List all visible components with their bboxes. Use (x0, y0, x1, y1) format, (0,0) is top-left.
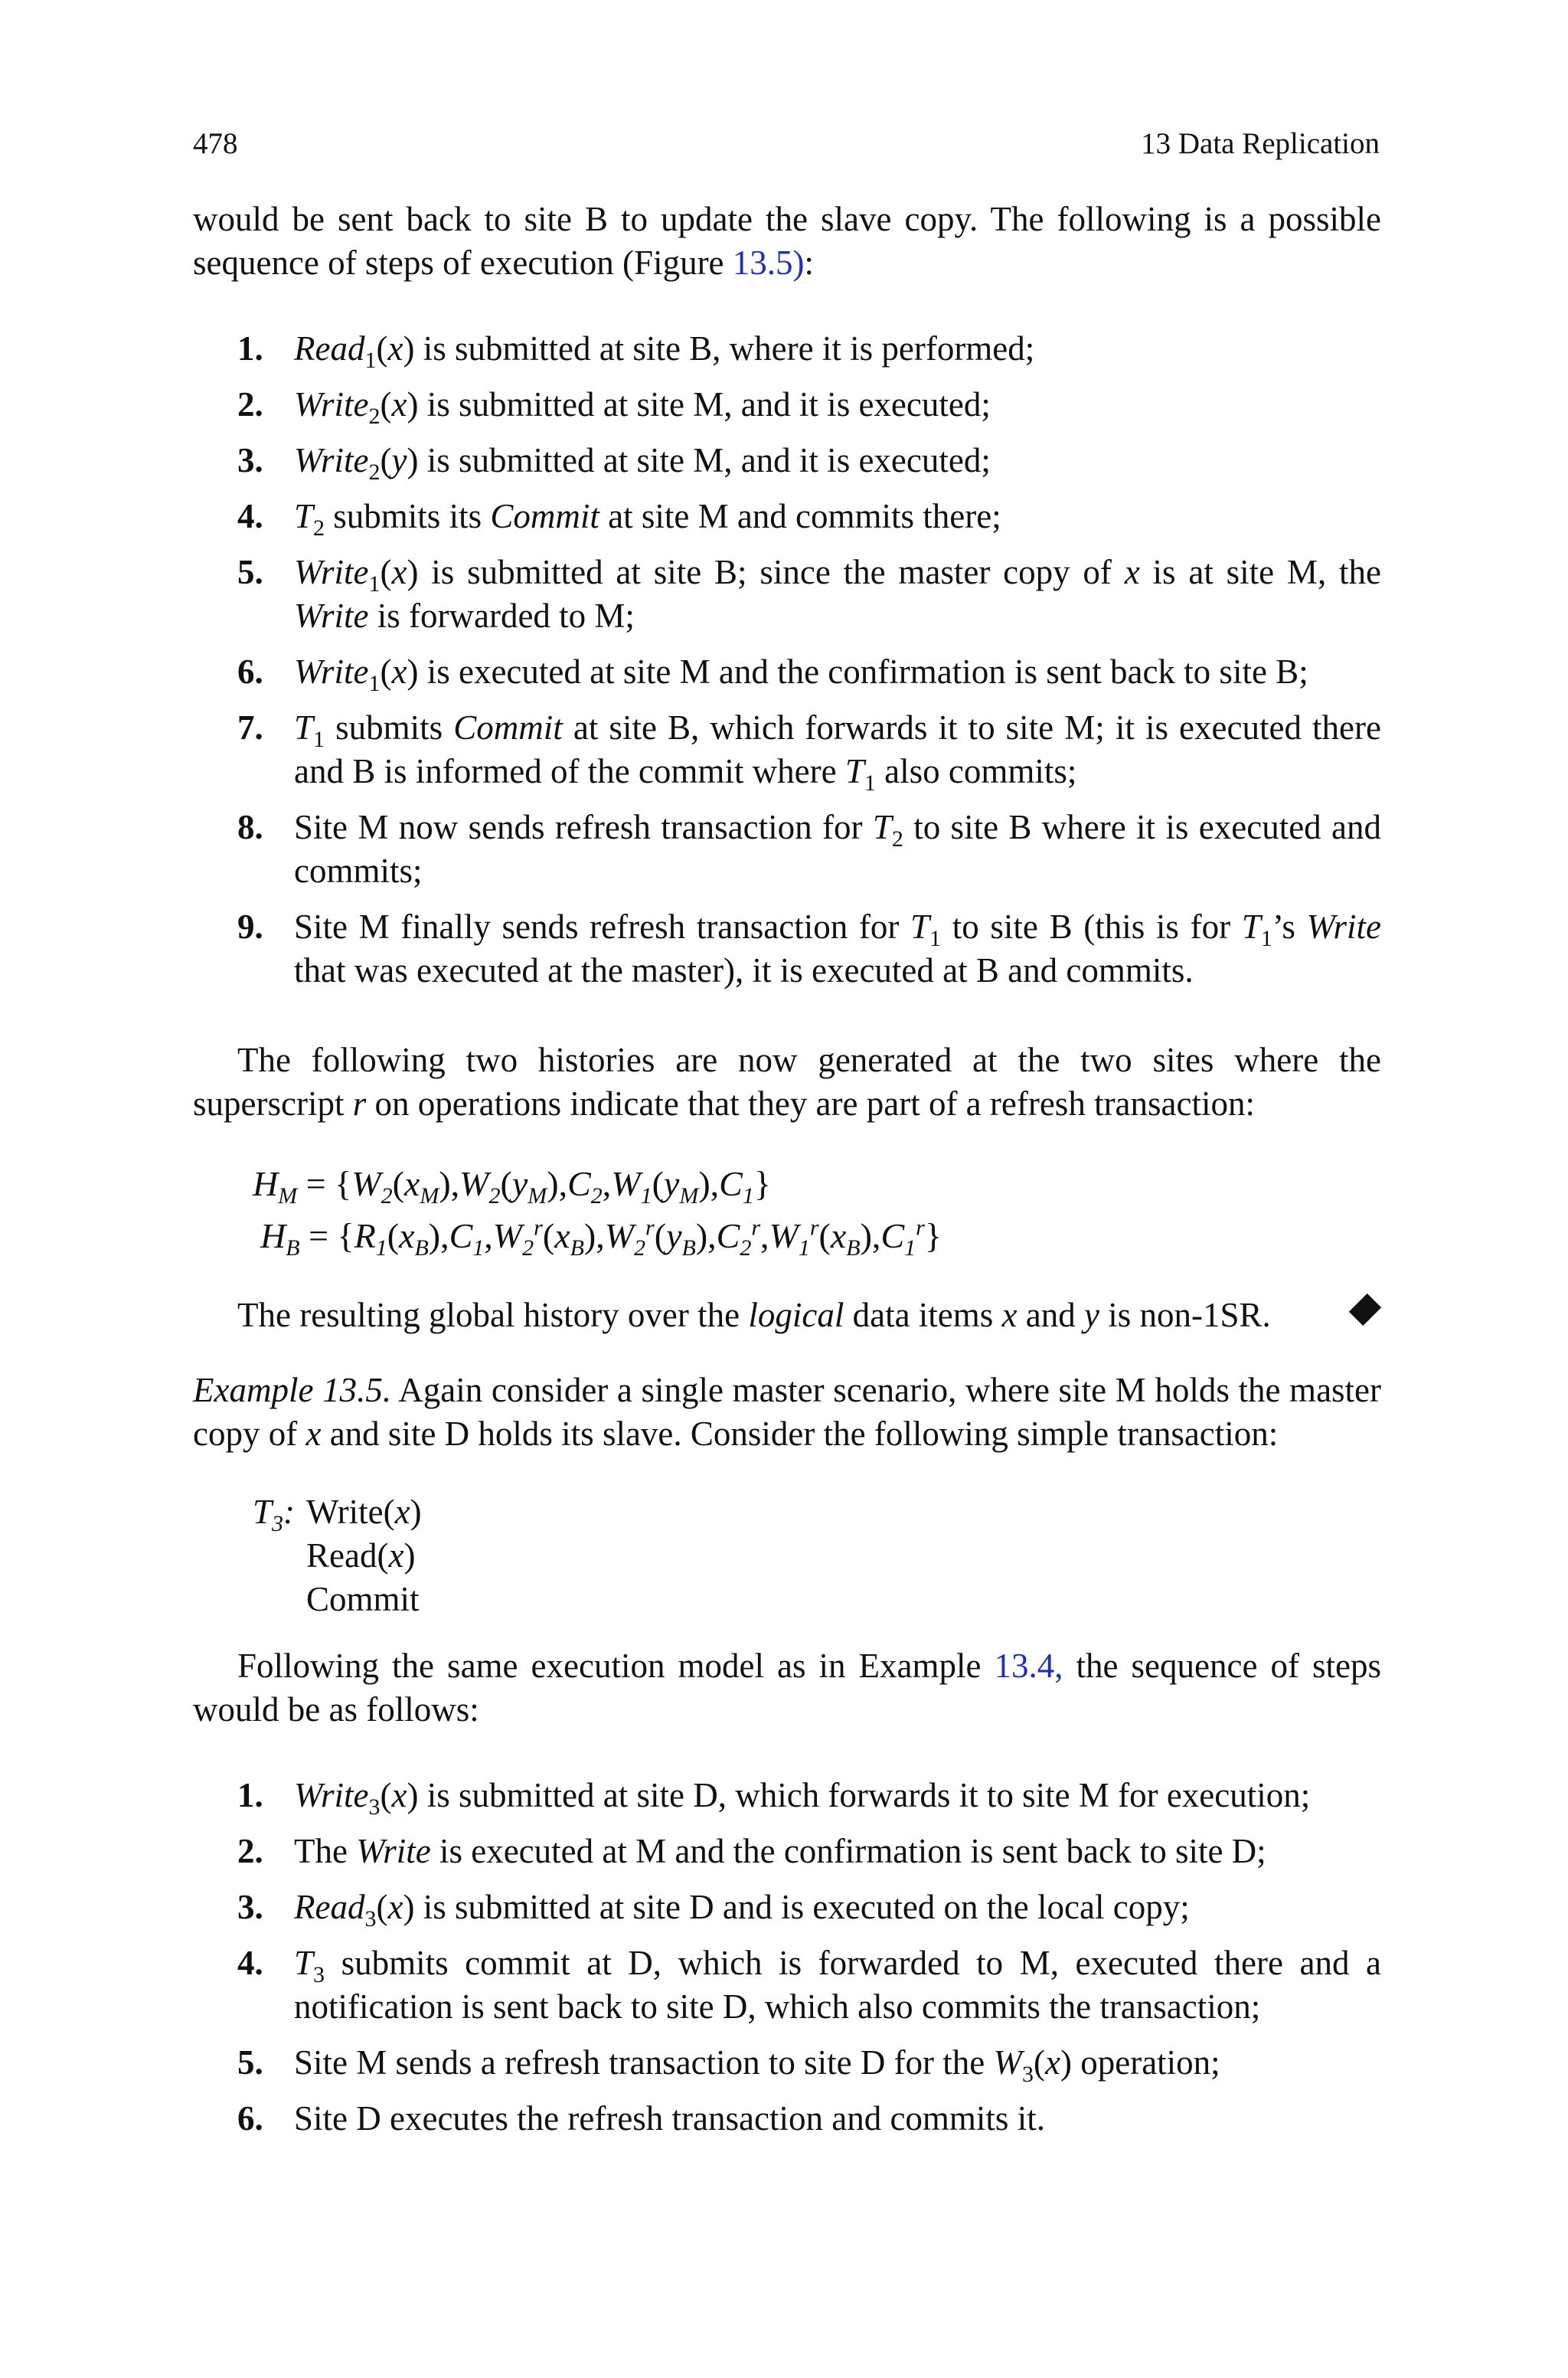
figure-link[interactable]: 13.5) (732, 244, 805, 282)
step-text: The Write is executed at M and the confirmation is sent back to site D; (294, 1832, 1266, 1870)
execution-steps-list (230, 327, 1381, 1005)
list-item (230, 1941, 1381, 2029)
paragraph-example: Example 13.5. Again consider a single master scenario, where site M holds the master copy of x and site D holds its slave. Consider the following simple transaction: (193, 1371, 1382, 1453)
step-text: Write$_2$(y) is submitted at site M, and it is executed; (294, 441, 991, 485)
step-number: 1. (237, 1776, 263, 1814)
list-item (230, 2097, 1381, 2141)
list-item (230, 806, 1381, 893)
list-item (230, 551, 1381, 638)
transaction-op: Read(x) (306, 1536, 416, 1575)
step-number: 7. (237, 708, 263, 747)
step-number: 6. (237, 2099, 263, 2138)
step-number: 3. (237, 441, 263, 479)
execution-steps-list-2 (230, 1774, 1381, 2153)
example-link[interactable]: 13.4, (994, 1647, 1063, 1685)
step-text: Site D executes the refresh transaction and commits it. (294, 2099, 1045, 2138)
paragraph-following-end: the sequence of steps would be as follows: (193, 1647, 1381, 1729)
step-text: $T_1$ submits Commit at site B, which forwards it to site M; it is executed there and B is informed of the commit where $T_1$ also commits; (294, 708, 1381, 796)
step-number: 5. (237, 2043, 263, 2082)
step-text: Write$_2$(x) is submitted at site M, and it is executed; (294, 385, 991, 429)
list-item (230, 383, 1381, 427)
step-text: Write$_3$(x) is submitted at site D, which forwards it to site M for execution; (294, 1776, 1311, 1820)
step-text: Site M now sends refresh transaction for $T_2$ to site B where it is executed and commits; (294, 808, 1382, 890)
transaction-op: Commit (306, 1580, 420, 1618)
list-item (230, 650, 1381, 694)
step-text: Site M sends a refresh transaction to site D for the $W_3(x)$ operation; (294, 2043, 1220, 2087)
paragraph-following (193, 1644, 1381, 1732)
list-item (230, 1774, 1381, 1820)
step-text: $T_3$ submits commit at D, which is forwarded to M, executed there and a notification is sent back to site D, which also commits the transaction; (294, 1944, 1381, 2026)
paragraph-histories: The following two histories are now generated at the two sites where the superscript r on operations indicate that they are part of a refresh transaction: (193, 1041, 1381, 1123)
step-number: 2. (237, 1832, 263, 1870)
step-number: 9. (237, 908, 263, 946)
transaction-op: Write(x) (306, 1493, 422, 1531)
step-number: 5. (237, 553, 263, 591)
page-number: 478 (193, 127, 238, 160)
list-item (230, 439, 1381, 485)
step-text: Site M finally sends refresh transaction for $T_1$ to site B (this is for $T_1’s$ Write that was executed at the master), it is executed at B and commits. (294, 908, 1382, 989)
list-item (230, 495, 1381, 541)
list-item (230, 706, 1381, 796)
equation-history-m: $H_M = \{W_2(x_M),W_2(y_M),C_2,W_1(y_M),C_1\}$ (253, 1164, 771, 1209)
step-number: 3. (237, 1888, 263, 1926)
paragraph-result: The resulting global history over the logical data items x and y is non-1SR. (237, 1296, 1271, 1334)
step-text: Write$_1$(x) is submitted at site B; since the master copy of x is at site M, the Write is forwarded to M; (294, 553, 1381, 635)
list-item (230, 1886, 1381, 1932)
step-number: 4. (237, 497, 263, 535)
paragraph-intro-text: would be sent back to site B to update the slave copy. The following is a possible sequence of steps of execution (Figure (193, 200, 1381, 282)
step-text: Read$_1$(x) is submitted at site B, where it is performed; (294, 329, 1035, 373)
transaction-label: $T_3$: (253, 1493, 296, 1536)
list-item (230, 2041, 1381, 2085)
step-text: Write$_1$(x) is executed at site M and the confirmation is sent back to site B; (294, 653, 1308, 696)
end-of-example-diamond-icon (1349, 1294, 1381, 1326)
list-item (230, 327, 1381, 371)
running-header (193, 123, 1380, 165)
step-text: $T_2$ submits its Commit at site M and commits there; (294, 497, 1001, 541)
step-number: 4. (237, 1944, 263, 1982)
step-number: 8. (237, 808, 263, 846)
list-item (230, 1830, 1381, 1873)
paragraph-following-text: Following the same execution model as in Example (237, 1647, 995, 1685)
step-number: 1. (237, 329, 263, 368)
chapter-title: 13 Data Replication (1141, 127, 1380, 160)
paragraph-intro-end: : (804, 244, 815, 282)
list-item (230, 905, 1381, 993)
step-text: Read$_3$(x) is submitted at site D and is executed on the local copy; (294, 1888, 1190, 1932)
paragraph-intro (193, 198, 1381, 285)
step-number: 2. (237, 385, 263, 424)
equation-history-b: $H_B = \{R_1(x_B),C_1,W_2^r(x_B),W_2^r(y_B),C_2^r,W_1^r(x_B),C_1^r\}$ (260, 1215, 942, 1261)
step-number: 6. (237, 653, 263, 691)
